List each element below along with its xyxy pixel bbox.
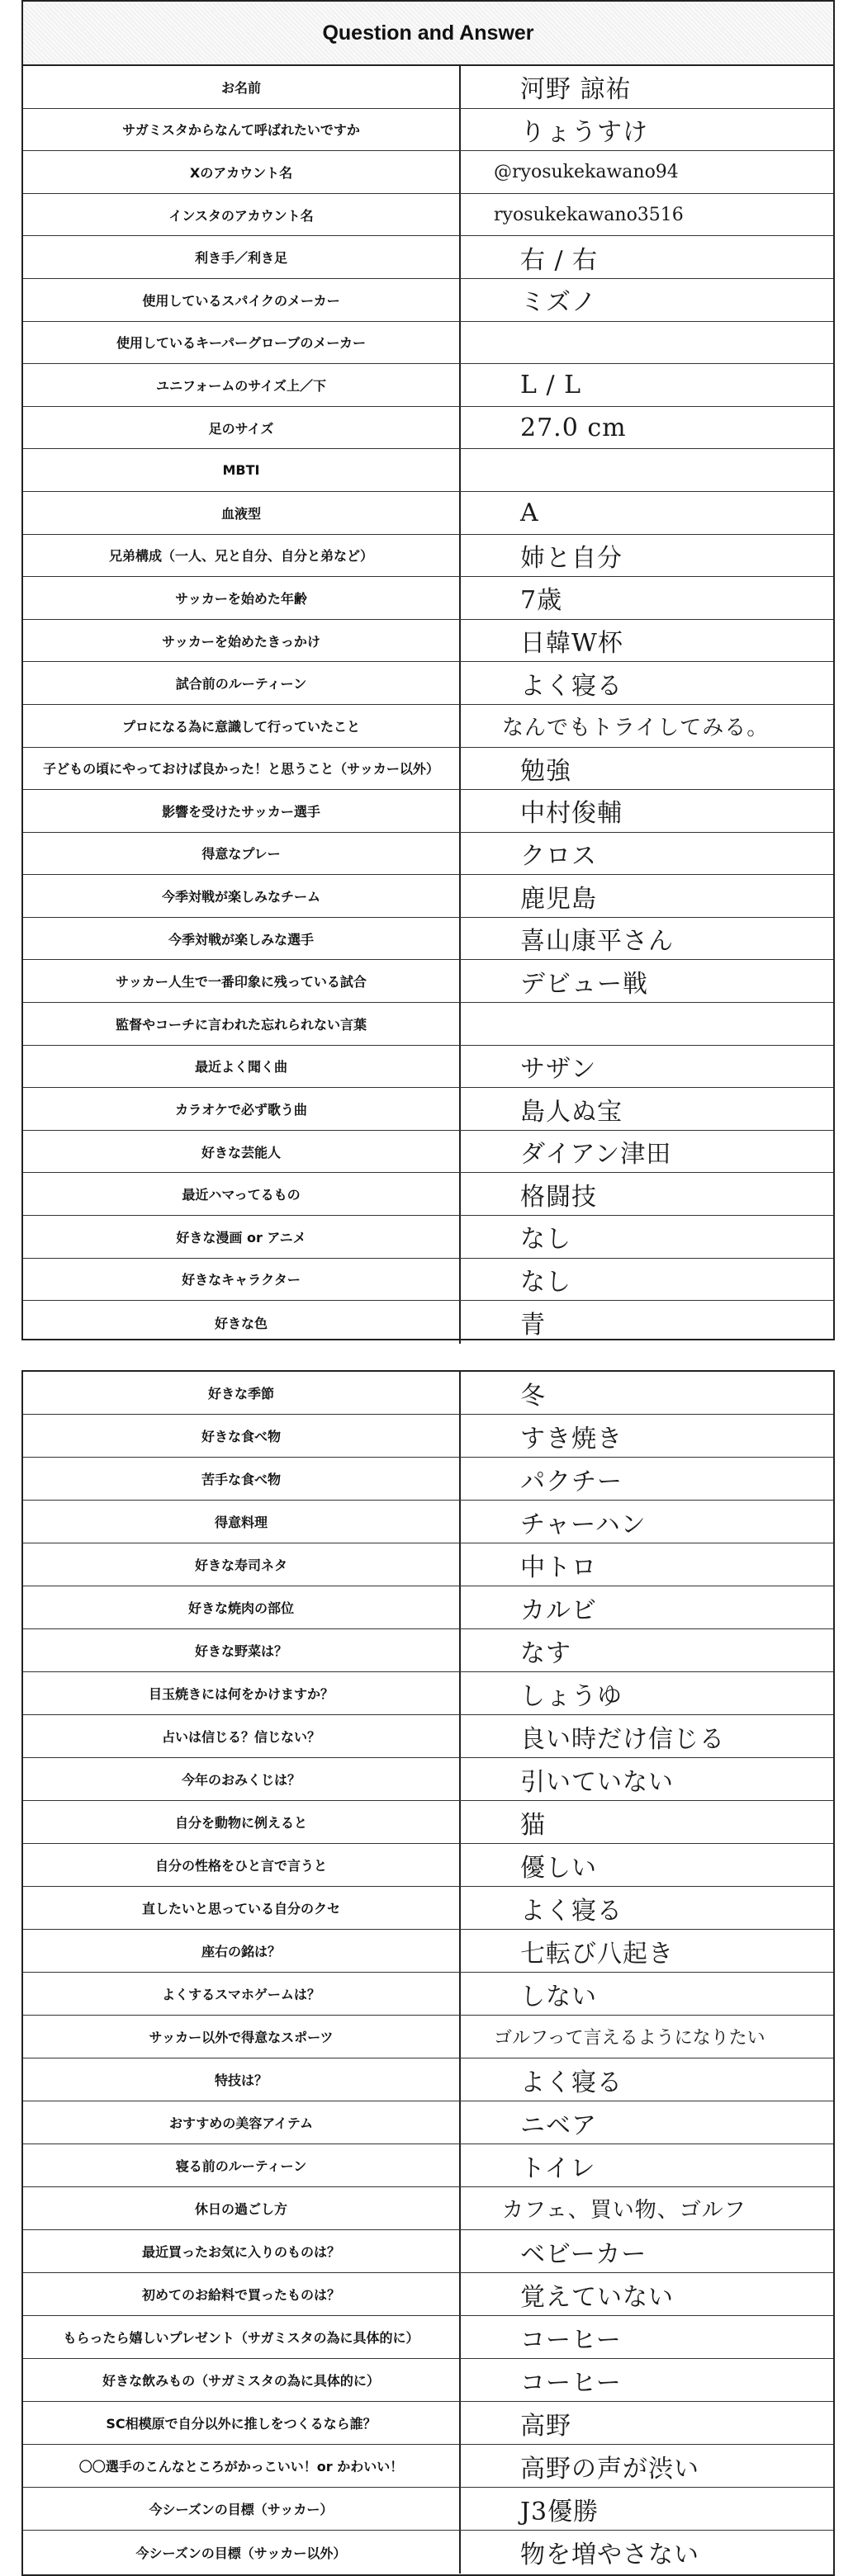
- qa-table-2: [23, 1372, 833, 2574]
- qa-row: [23, 1501, 833, 1543]
- qa-row: [23, 918, 833, 961]
- answer-value: A: [520, 498, 539, 527]
- answer-value: 青: [520, 1311, 546, 1340]
- question-label: 兄弟構成（一人、兄と自分、自分と弟など）: [23, 535, 461, 577]
- qa-row: [23, 236, 833, 279]
- answer-value: コーヒー: [520, 2368, 622, 2398]
- qa-row: [23, 2058, 833, 2101]
- question-label: 寝る前のルーティーン: [23, 2144, 461, 2186]
- question-label: 占いは信じる？信じない？: [23, 1715, 461, 1757]
- question-label: 好きな寿司ネタ: [23, 1543, 461, 1586]
- answer-value: 喜山康平さん: [520, 927, 674, 957]
- question-label: 好きな漫画 or アニメ: [23, 1216, 461, 1258]
- question-label: 得意なプレー: [23, 833, 461, 875]
- qa-row: [23, 2230, 833, 2273]
- question-label: ユニフォームのサイズ上／下: [23, 364, 461, 406]
- qa-row: [23, 833, 833, 876]
- qa-row: [23, 1715, 833, 1758]
- question-label: もらったら嬉しいプレゼント（サガミスタの為に具体的に）: [23, 2316, 461, 2358]
- question-label: 使用しているキーパーグローブのメーカー: [23, 322, 461, 364]
- qa-sheet-1: [21, 0, 835, 1340]
- question-label: サッカー以外で得意なスポーツ: [23, 2016, 461, 2058]
- question-label: 今年のおみくじは？: [23, 1758, 461, 1800]
- qa-row: [23, 1458, 833, 1501]
- qa-row: [23, 2359, 833, 2402]
- qa-row: [23, 1259, 833, 1302]
- qa-row: [23, 2273, 833, 2316]
- qa-row: [23, 2187, 833, 2230]
- answer-value: カルビ: [520, 1595, 597, 1625]
- answer-value: J3優勝: [520, 2497, 599, 2526]
- question-label: 好きな飲みもの（サガミスタの為に具体的に）: [23, 2359, 461, 2401]
- question-label: 利き手／利き足: [23, 236, 461, 278]
- question-label: カラオケで必ず歌う曲: [23, 1088, 461, 1130]
- qa-row: [23, 449, 833, 492]
- qa-row: [23, 620, 833, 663]
- answer-value: よく寝る: [520, 2068, 623, 2097]
- question-label: 〇〇選手のこんなところがかっこいい！or かわいい！: [23, 2445, 461, 2487]
- answer-value: 27.0 cm: [520, 413, 627, 442]
- question-label: 今シーズンの目標（サッカー以外）: [23, 2531, 461, 2574]
- answer-value: 覚えていない: [520, 2282, 674, 2312]
- qa-row: [23, 1088, 833, 1131]
- question-label: 好きな食べ物: [23, 1415, 461, 1457]
- question-label: おすすめの美容アイテム: [23, 2101, 461, 2144]
- question-label: 試合前のルーティーン: [23, 662, 461, 704]
- question-label: Xのアカウント名: [23, 151, 461, 193]
- question-label: 血液型: [23, 492, 461, 534]
- answer-value: パクチー: [520, 1467, 623, 1496]
- answer-value: 良い時だけ信じる: [520, 1724, 725, 1754]
- answer-value: [461, 449, 833, 491]
- answer-value: ryosukekawano3516: [494, 204, 684, 225]
- answer-value: 高野の声が渋い: [520, 2454, 699, 2484]
- answer-value: 勉強: [520, 756, 571, 786]
- answer-value: 物を増やさない: [520, 2541, 699, 2569]
- question-label: サッカーを始めたきっかけ: [23, 620, 461, 662]
- answer-value: なし: [520, 1225, 571, 1255]
- qa-row: [23, 960, 833, 1003]
- qa-row: [23, 2016, 833, 2058]
- qa-row: [23, 1672, 833, 1715]
- question-label: 監督やコーチに言われた忘れられない言葉: [23, 1003, 461, 1045]
- question-label: 好きな焼肉の部位: [23, 1586, 461, 1628]
- qa-table-1: [23, 66, 833, 1344]
- answer-value: [461, 1003, 833, 1045]
- answer-value: 七転び八起き: [520, 1939, 674, 1969]
- answer-value: ニベア: [520, 2110, 597, 2140]
- qa-row: [23, 1543, 833, 1586]
- question-label: サッカー人生で一番印象に残っている試合: [23, 960, 461, 1002]
- answer-value: @ryosukekawano94: [494, 161, 679, 182]
- answer-value: よく寝る: [520, 671, 623, 701]
- qa-row: [23, 2316, 833, 2359]
- question-label: 目玉焼きには何をかけますか？: [23, 1672, 461, 1714]
- answer-value: ゴルフって言えるようになりたい: [494, 2028, 765, 2049]
- answer-value: トイレ: [520, 2153, 596, 2183]
- answer-value: ミズノ: [520, 288, 597, 318]
- question-label: 特技は？: [23, 2058, 461, 2101]
- question-label: 直したいと思っている自分のクセ: [23, 1887, 461, 1929]
- qa-row: [23, 1930, 833, 1973]
- qa-row: [23, 194, 833, 237]
- qa-row: [23, 662, 833, 705]
- question-label: よくするスマホゲームは？: [23, 1973, 461, 2015]
- answer-value: クロス: [520, 841, 597, 871]
- qa-row: [23, 1801, 833, 1844]
- answer-value: 格闘技: [520, 1182, 597, 1212]
- answer-value: 引いていない: [520, 1767, 674, 1797]
- qa-row: [23, 2488, 833, 2531]
- qa-row: [23, 577, 833, 620]
- question-label: 初めてのお給料で買ったものは？: [23, 2273, 461, 2315]
- qa-row: [23, 2445, 833, 2488]
- qa-row: [23, 2531, 833, 2574]
- question-label: 最近よく聞く曲: [23, 1046, 461, 1088]
- qa-row: [23, 790, 833, 833]
- qa-row: [23, 535, 833, 578]
- answer-value: 姉と自分: [520, 543, 623, 573]
- answer-value: 右 / 右: [520, 245, 599, 275]
- question-label: 得意料理: [23, 1501, 461, 1543]
- qa-row: [23, 1415, 833, 1458]
- answer-value: 中トロ: [520, 1553, 597, 1582]
- question-label: プロになる為に意識して行っていたこと: [23, 705, 461, 747]
- answer-value: 冬: [520, 1381, 546, 1411]
- qa-row: [23, 1301, 833, 1344]
- answer-value: [461, 322, 833, 364]
- question-label: 好きなキャラクター: [23, 1259, 461, 1301]
- qa-row: [23, 322, 833, 365]
- answer-value: 中村俊輔: [520, 799, 623, 829]
- answer-value: 日韓W杯: [520, 629, 623, 659]
- qa-row: [23, 1629, 833, 1672]
- answer-value: サザン: [520, 1054, 597, 1084]
- sheet-title: Question and Answer: [23, 2, 833, 66]
- answer-value: チャーハン: [520, 1510, 647, 1539]
- qa-row: [23, 1973, 833, 2016]
- qa-row: [23, 1131, 833, 1174]
- question-label: 最近ハマってるもの: [23, 1173, 461, 1215]
- question-label: 自分を動物に例えると: [23, 1801, 461, 1843]
- question-label: 影響を受けたサッカー選手: [23, 790, 461, 832]
- answer-value: 猫: [520, 1810, 546, 1840]
- qa-row: [23, 748, 833, 791]
- answer-value: ベビーカー: [520, 2239, 647, 2269]
- qa-row: [23, 1758, 833, 1801]
- question-label: MBTI: [23, 449, 461, 491]
- question-label: 好きな野菜は？: [23, 1629, 461, 1671]
- answer-value: L / L: [520, 370, 582, 399]
- qa-row: [23, 1887, 833, 1930]
- qa-row: [23, 705, 833, 748]
- question-label: 休日の過ごし方: [23, 2187, 461, 2229]
- question-label: 座右の銘は？: [23, 1930, 461, 1972]
- question-label: 最近買ったお気に入りのものは？: [23, 2230, 461, 2272]
- question-label: お名前: [23, 66, 461, 108]
- qa-row: [23, 2402, 833, 2445]
- question-label: サッカーを始めた年齢: [23, 577, 461, 619]
- question-label: 今季対戦が楽しみな選手: [23, 918, 461, 960]
- answer-value: りょうすけ: [520, 117, 648, 147]
- qa-row: [23, 407, 833, 450]
- answer-value: 高野: [520, 2411, 571, 2441]
- qa-row: [23, 1844, 833, 1887]
- qa-row: [23, 1003, 833, 1046]
- qa-row: [23, 1046, 833, 1089]
- question-label: 足のサイズ: [23, 407, 461, 449]
- qa-row: [23, 1216, 833, 1259]
- qa-row: [23, 2101, 833, 2144]
- qa-row: [23, 279, 833, 322]
- qa-row: [23, 2144, 833, 2187]
- qa-sheet-2: [21, 1370, 835, 2576]
- answer-value: 7歳: [520, 586, 563, 616]
- question-label: サガミスタからなんて呼ばれたいですか: [23, 109, 461, 151]
- qa-row: [23, 364, 833, 407]
- question-label: 今シーズンの目標（サッカー）: [23, 2488, 461, 2530]
- question-label: 好きな季節: [23, 1372, 461, 1414]
- qa-row: [23, 875, 833, 918]
- answer-value: デビュー戦: [520, 969, 648, 999]
- qa-row: [23, 1586, 833, 1629]
- answer-value: ダイアン津田: [520, 1140, 672, 1170]
- answer-value: 河野 諒祐: [520, 75, 632, 105]
- question-label: インスタのアカウント名: [23, 194, 461, 236]
- answer-value: カフェ、買い物、ゴルフ: [502, 2198, 746, 2223]
- question-label: 自分の性格をひと言で言うと: [23, 1844, 461, 1886]
- answer-value: なし: [520, 1267, 571, 1297]
- qa-row: [23, 109, 833, 152]
- answer-value: よく寝る: [520, 1896, 623, 1926]
- answer-value: 鹿児島: [520, 884, 597, 914]
- question-label: 子どもの頃にやっておけば良かった！と思うこと（サッカー以外）: [23, 748, 461, 790]
- question-label: 苦手な食べ物: [23, 1458, 461, 1500]
- qa-row: [23, 492, 833, 535]
- answer-value: しない: [520, 1982, 597, 2011]
- qa-row: [23, 1173, 833, 1216]
- answer-value: しょうゆ: [520, 1681, 623, 1711]
- question-label: SC相模原で自分以外に推しをつくるなら誰？: [23, 2402, 461, 2444]
- qa-row: [23, 1372, 833, 1415]
- question-label: 使用しているスパイクのメーカー: [23, 279, 461, 321]
- qa-row: [23, 66, 833, 109]
- answer-value: なんでもトライしてみる。: [502, 715, 770, 740]
- question-label: 好きな芸能人: [23, 1131, 461, 1173]
- answer-value: 島人ぬ宝: [520, 1097, 623, 1127]
- answer-value: すき焼き: [520, 1424, 623, 1453]
- question-label: 好きな色: [23, 1301, 461, 1344]
- answer-value: なす: [520, 1638, 571, 1668]
- qa-row: [23, 151, 833, 194]
- question-label: 今季対戦が楽しみなチーム: [23, 875, 461, 917]
- answer-value: 優しい: [520, 1853, 597, 1883]
- answer-value: コーヒー: [520, 2325, 622, 2355]
